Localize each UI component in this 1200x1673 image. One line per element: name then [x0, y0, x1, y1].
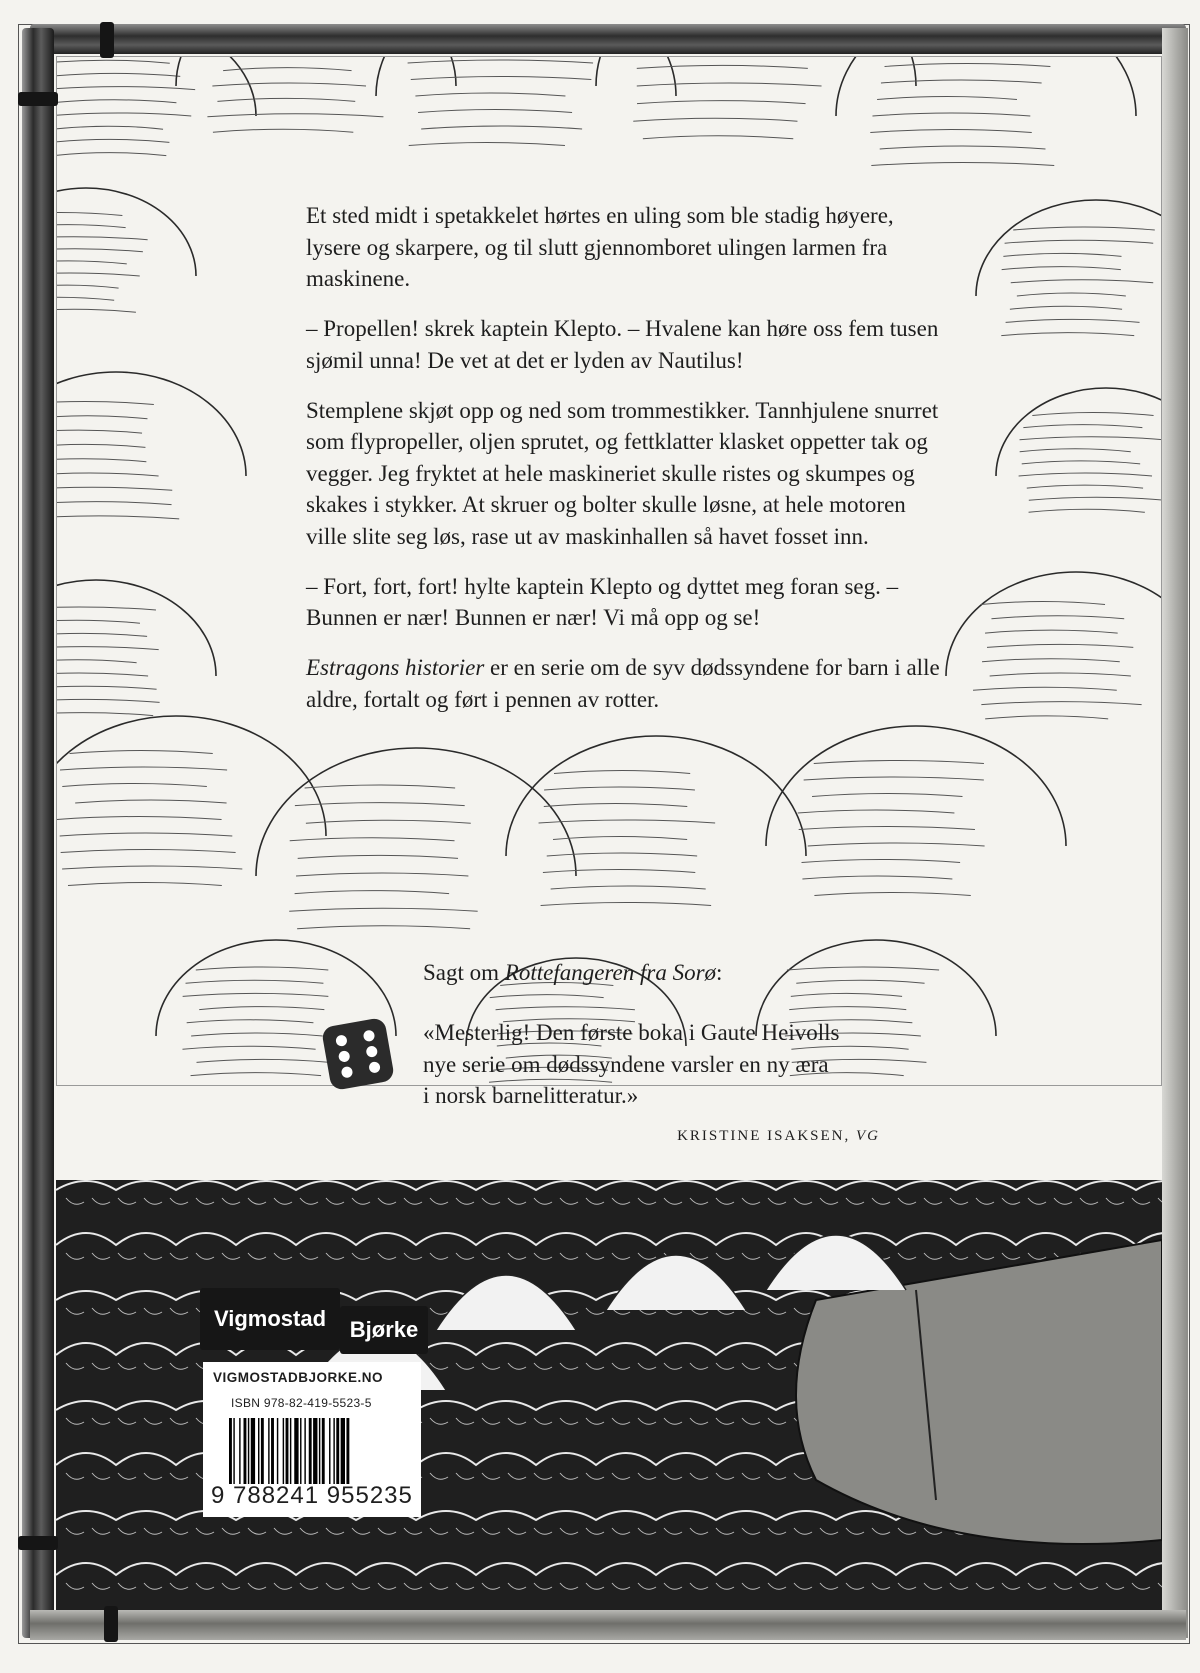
pipe-joint — [18, 1536, 58, 1550]
story-paragraph-4: – Fort, fort, fort! hylte kaptein Klepto og dyttet meg foran seg. – Bunnen er nær! Bunnen er nær! Vi må opp og se! — [306, 573, 899, 630]
pipe-joint — [18, 92, 58, 106]
review-heading-prefix: Sagt om — [423, 960, 505, 985]
publisher-logo-bjorke: Bjørke — [340, 1306, 428, 1354]
story-paragraph-2: – Propellen! skrek kaptein Klepto. – Hvalene kan høre oss fem tusen sjømil unna! De vet at det er lyden av Nautilus! — [306, 316, 939, 373]
review-source: VG — [856, 1128, 880, 1144]
pipe-joint — [104, 1606, 118, 1642]
quote-line-3: i norsk barnelitteratur.» — [423, 1083, 639, 1108]
review-attribution — [660, 1128, 880, 1145]
quote-line-2: nye serie om dødssyndene varsler en ny æra — [423, 1051, 829, 1077]
pipe-left — [22, 28, 54, 1638]
publisher-website: VIGMOSTADBJORKE.NO — [213, 1370, 384, 1385]
pipe-top — [30, 24, 1186, 54]
publisher-logo-vigmostad: Vigmostad — [200, 1288, 340, 1350]
story-paragraph-1: Et sted midt i spetakkelet hørtes en uling som ble stadig høyere, lysere og skarpere, og til slutt gjennomboret ulingen larmen fra maskinene. — [306, 203, 894, 291]
pipe-right — [1162, 28, 1188, 1638]
story-excerpt — [306, 200, 946, 734]
review-book-title: Rottefangeren fra Sorø — [504, 960, 717, 985]
review-author: KRISTINE ISAKSEN, — [677, 1128, 851, 1144]
review-quote — [423, 1017, 883, 1112]
quote-line-1: «Mesterlig! Den første boka i Gaute Heivolls — [423, 1020, 840, 1045]
barcode-bars — [229, 1418, 409, 1488]
series-title: Estragons historier — [306, 655, 485, 680]
series-description — [306, 652, 946, 715]
review-heading-suffix: : — [716, 960, 723, 985]
barcode-digits: 9 788241 955235 — [211, 1482, 413, 1509]
dice-rating-icon — [318, 1014, 398, 1094]
pipe-joint — [100, 22, 114, 58]
story-paragraph-3: Stemplene skjøt opp og ned som trommestikker. Tannhjulene snurret som flypropeller, oljen sprutet, og fettklatter klasket oppetter tak og vegger. Jeg fryktet at hele maskineriet skulle ristes og skumpes og skakes i stykker. At skruer og bolter skulle løsne, at hele motoren ville slite seg løs, rase ut av maskinhallen så havet fosset inn. — [306, 397, 939, 549]
isbn-text: ISBN 978-82-419-5523-5 — [231, 1396, 372, 1410]
pipe-bottom — [30, 1610, 1186, 1640]
review-heading — [423, 960, 722, 986]
series-text: er en serie om de syv dødssyndene for barn i alle aldre, fortalt og ført i pennen av rotter. — [306, 655, 940, 712]
barcode-label — [203, 1362, 421, 1517]
